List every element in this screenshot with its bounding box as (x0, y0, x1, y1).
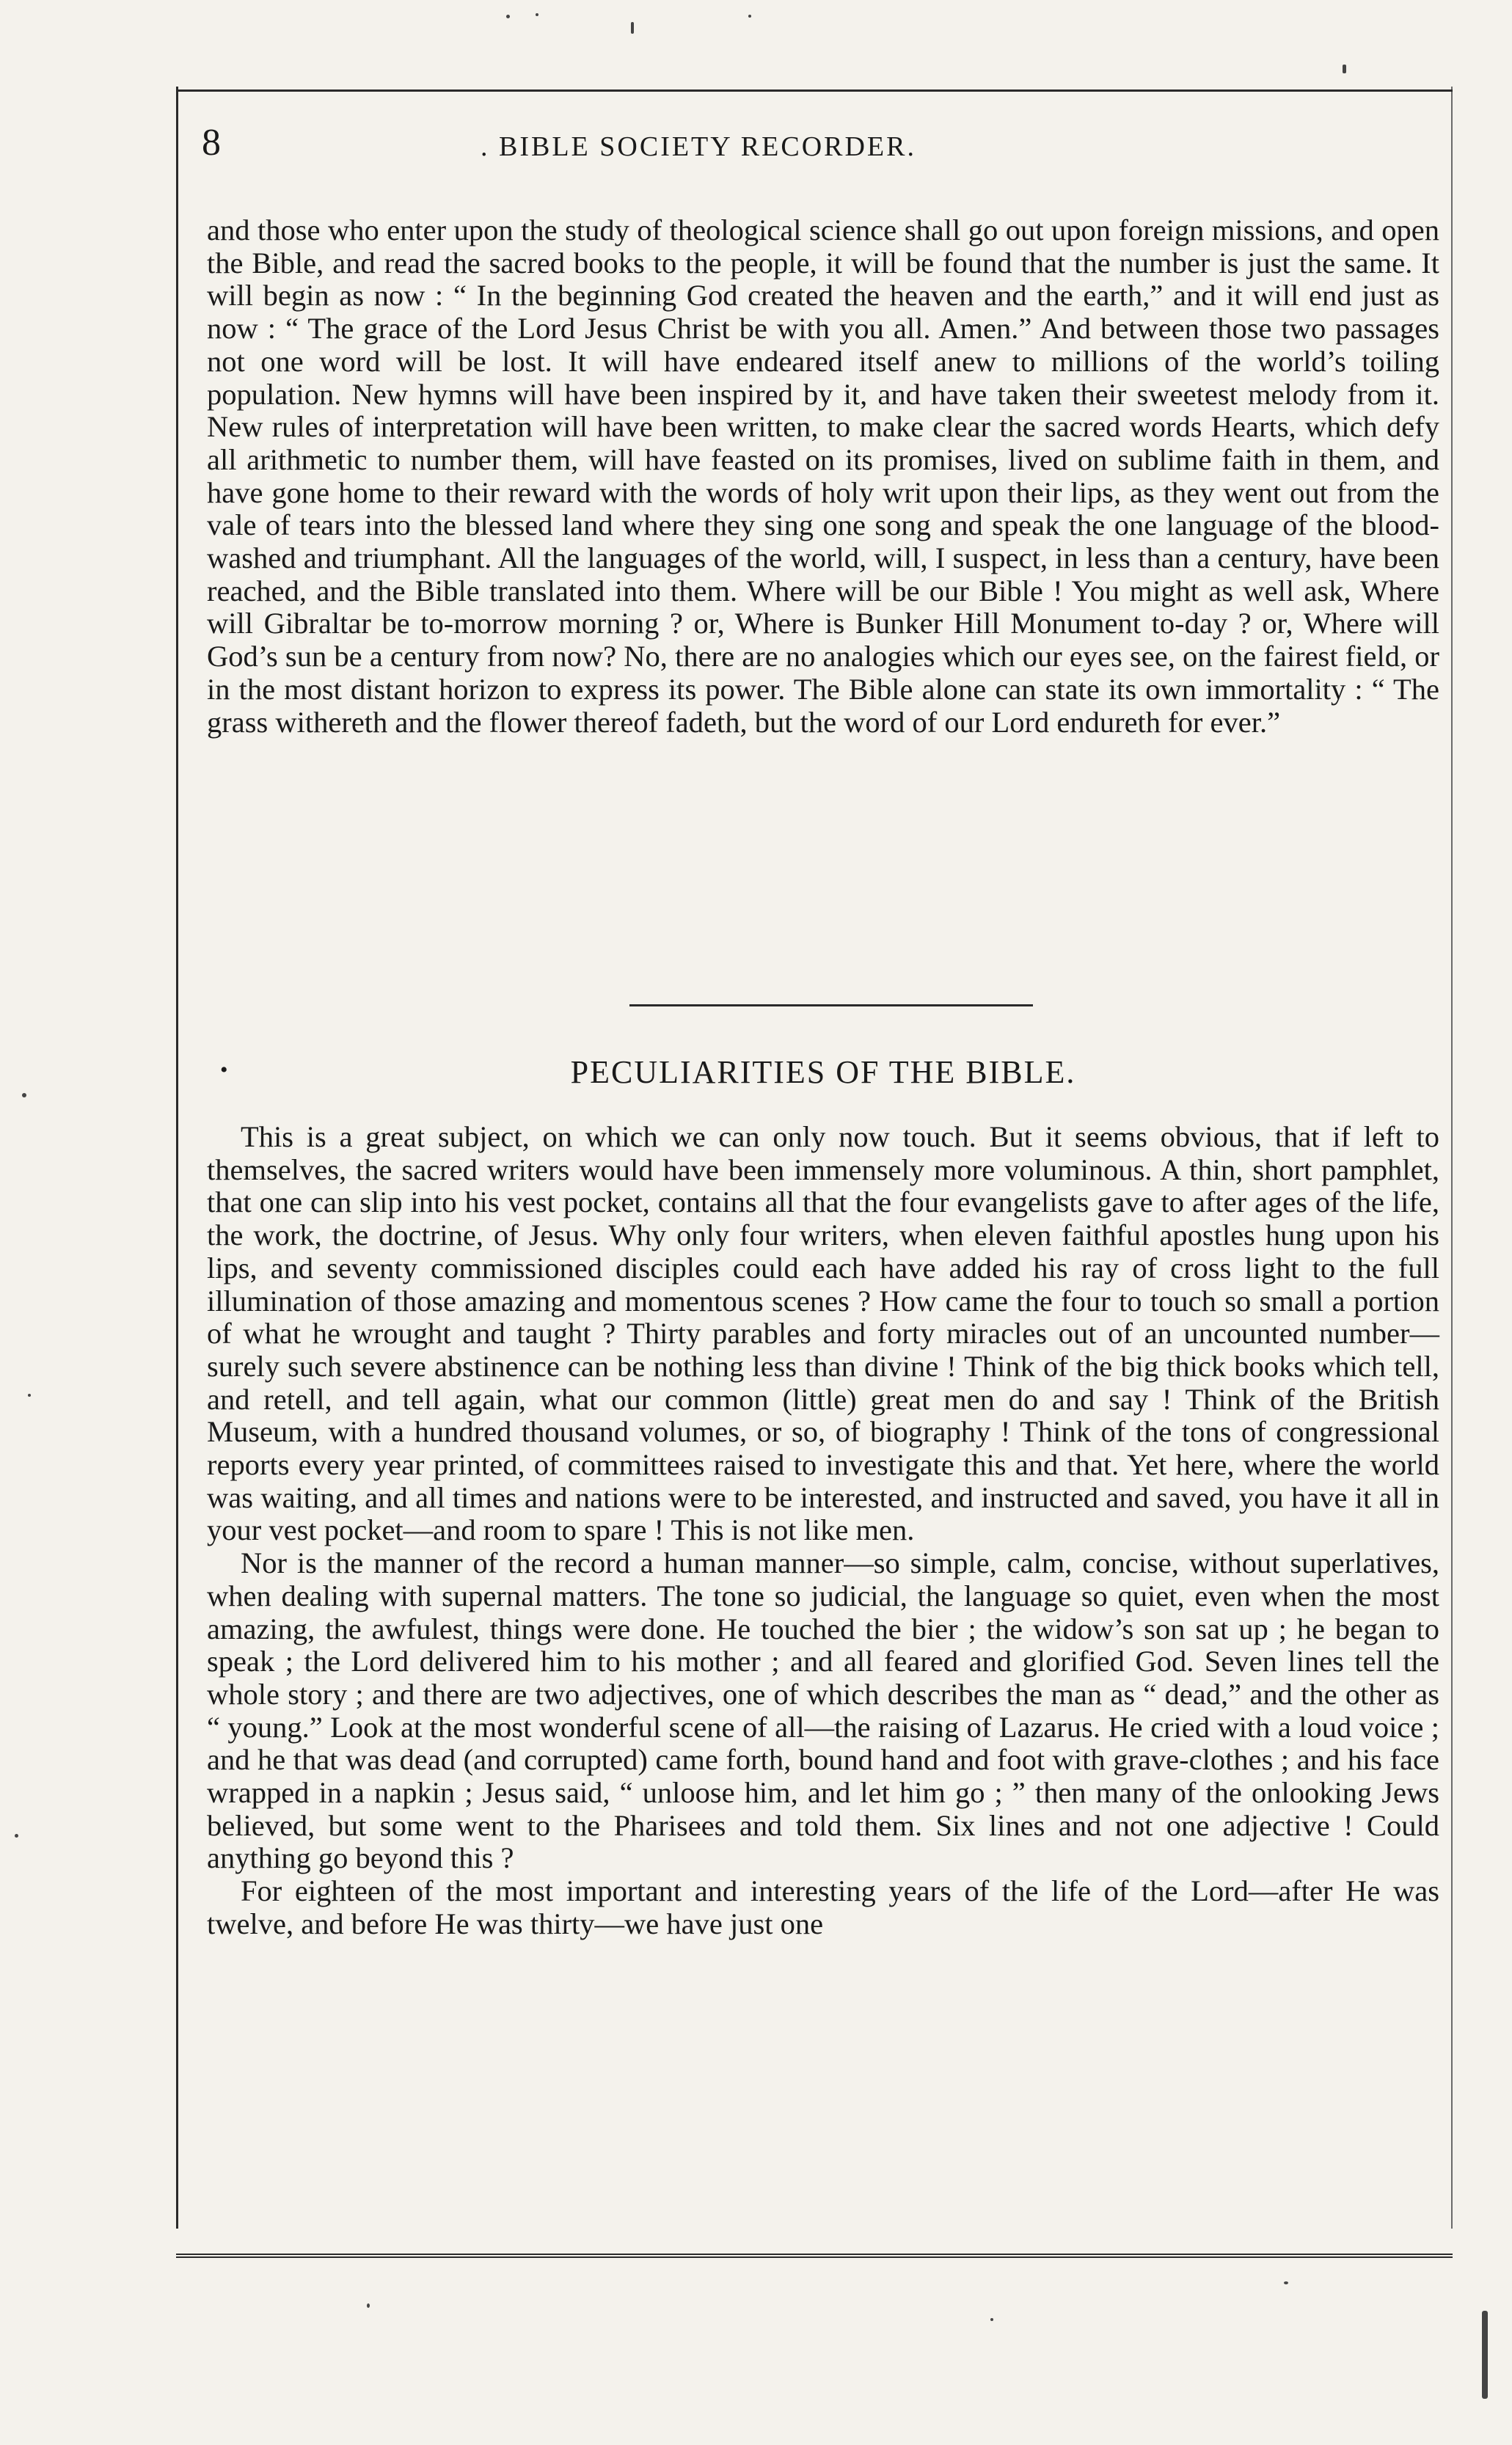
ink-mark: • (220, 1058, 228, 1082)
continuation-text (207, 214, 1439, 739)
paragraph: This is a great subject, on which we can only now touch. But it seems obvious, that if left to themselves, the sacred writers would have been immensely more voluminous. A thin, short pamphlet, that one can slip into his vest pocket, contains all that the four evangelists gave to after ages of the life, the work, the doctrine, of Jesus. Why only four writers, when eleven faithful apostles hung upon his lips, and seventy commissioned disciples could each have added his ray of cross light to the full illumination of those amazing and momentous scenes ? How came the four to touch so small a portion of what he wrought and taught ? Thirty parables and forty miracles out of an uncounted number—surely such severe abstinence can be nothing less than divine ! Think of the big thick books which tell, and retell, and tell again, what our common (little) great men do and say ! Think of the British Museum, with a hundred thousand volumes, or so, of biography ! Think of the tons of congressional reports every year printed, of committees raised to investigate this and that. Yet here, where the world was waiting, and all times and nations were to be interested, and instructed and saved, you have it all in your vest pocket—and room to spare ! This is not like men. (207, 1120, 1439, 1547)
section-body (207, 1121, 1439, 1941)
section-separator (629, 1004, 1033, 1006)
page-number: 8 (202, 122, 221, 164)
page-header (202, 117, 1434, 169)
section-heading: PECULIARITIES OF THE BIBLE. (570, 1054, 1076, 1090)
paragraph: For eighteen of the most important and interesting years of the life of the Lord—after He was twelve, and before He was thirty—we have just one (207, 1874, 1439, 1940)
running-title: . BIBLE SOCIETY RECORDER. (481, 131, 916, 162)
paragraph: and those who enter upon the study of theological science shall go out upon foreign missions, and open the Bible, and read the sacred books to the people, it will be found that the number is just the same. It will begin as now : “ In the beginning God created the heaven and the earth,” and it will end just as now : “ The grace of the Lord Jesus Christ be with you all. Amen.” And between those two passages not one word will be lost. It will have endeared itself anew to millions of the world’s toiling population. New hymns will have been inspired by it, and have taken their sweetest melody from it. New rules of interpretation will have been written, to make clear the sacred words Hearts, which defy all arithmetic to number them, will have feasted on its promises, lived on sublime faith in them, and have gone home to their reward with the words of holy writ upon their lips, as they went out from the vale of tears into the blessed land where they sing one song and speak the one language of the blood-washed and triumphant. All the languages of the world, will, I suspect, in less than a century, have been reached, and the Bible translated into them. Where will be our Bible ! You might as well ask, Where will Gibraltar be to-morrow morning ? or, Where is Bunker Hill Monument to-day ? or, Where will God’s sun be a century from now? No, there are no analogies which our eyes see, on the fairest field, or in the most distant horizon to express its power. The Bible alone can state its own immortality : “ The grass withereth and the flower thereof fadeth, but the word of our Lord endureth for ever.” (207, 213, 1439, 739)
bottom-rule (176, 2254, 1453, 2258)
top-rule (176, 89, 1453, 92)
paragraph: Nor is the manner of the record a human manner—so simple, calm, concise, without superlatives, when dealing with supernal matters. The tone so judicial, the language so quiet, even when the most amazing, the awfulest, things were done. He touched the bier ; the widow’s son sat up ; he began to speak ; the Lord delivered him to his mother ; and all feared and glorified God. Seven lines tell the whole story ; and there are two adjectives, one of which describes the man as “ dead,” and the other as “ young.” Look at the most wonderful scene of all—the raising of Lazarus. He cried with a loud voice ; and he that was dead (and corrupted) came forth, bound hand and foot with grave-clothes ; and his face wrapped in a napkin ; Jesus said, “ unloose him, and let him go ; ” then many of the onlooking Jews believed, but some went to the Pharisees and told them. Six lines and not one adjective ! Could anything go beyond this ? (207, 1546, 1439, 1875)
